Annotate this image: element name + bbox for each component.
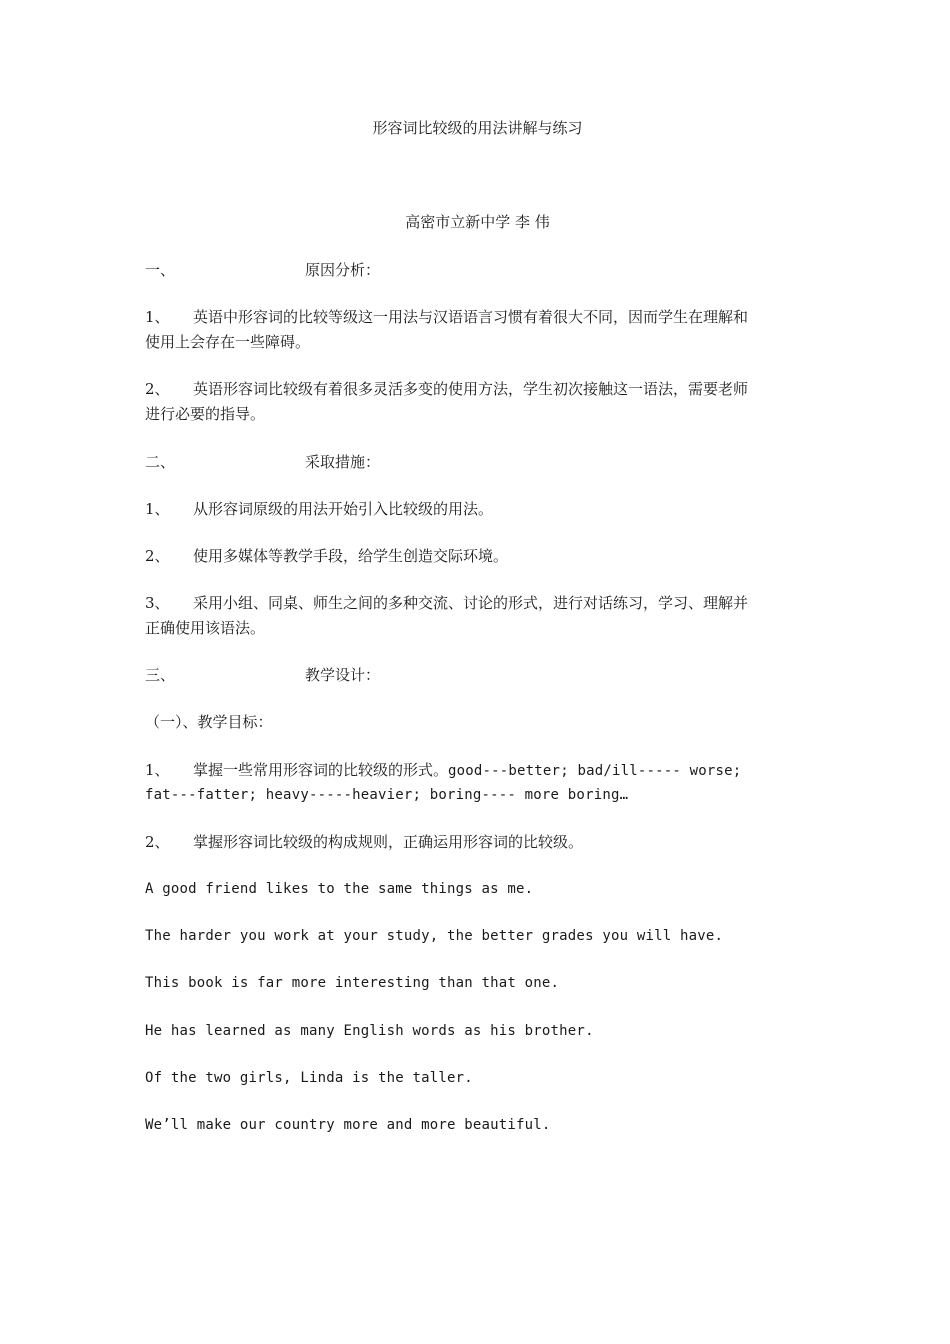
item-number: 2、 (145, 547, 170, 565)
document-title: 形容词比较级的用法讲解与练习 (372, 119, 583, 137)
item-text: 采用小组、同桌、师生之间的多种交流、讨论的形式，进行对话练习，学习、理解并 (193, 594, 749, 612)
example-sentence: A good friend likes to the same things as me. (145, 881, 534, 897)
section-heading-1 (145, 258, 810, 283)
item-number: 2、 (145, 380, 170, 398)
section-heading-2 (145, 450, 810, 475)
list-item (145, 305, 810, 330)
list-item (145, 377, 810, 402)
list-item (145, 758, 810, 784)
item-number: 3、 (145, 594, 170, 612)
item-text-english: good---better; bad/ill----- worse; (448, 763, 742, 779)
item-text: 从形容词原级的用法开始引入比较级的用法。 (193, 500, 494, 518)
list-item (145, 544, 810, 569)
item-number: 1、 (145, 761, 170, 779)
example-sentence: The harder you work at your study, the better grades you will have. (145, 928, 724, 944)
example-sentence: He has learned as many English words as his brother. (145, 1023, 594, 1039)
subsection-heading: （一）、教学目标： (145, 713, 273, 731)
item-text: 英语形容词比较级有着很多灵活多变的使用方法，学生初次接触这一语法，需要老师 (193, 380, 749, 398)
item-text: 掌握一些常用形容词的比较级的形式。 (193, 761, 449, 779)
item-text: 掌握形容词比较级的构成规则，正确运用形容词的比较级。 (193, 833, 584, 851)
item-text: 英语中形容词的比较等级这一用法与汉语语言习惯有着很大不同，因而学生在理解和 (193, 308, 749, 326)
author-line: 高密市立新中学 李 伟 (405, 213, 550, 231)
section-number: 一、 (145, 261, 176, 279)
section-title: 采取措施： (305, 453, 381, 471)
item-text: 使用多媒体等教学手段，给学生创造交际环境。 (193, 547, 509, 565)
item-number: 1、 (145, 308, 170, 326)
item-number: 1、 (145, 500, 170, 518)
section-number: 三、 (145, 666, 176, 684)
list-item (145, 830, 810, 855)
item-number: 2、 (145, 833, 170, 851)
list-item (145, 591, 810, 616)
list-item-continuation: 进行必要的指导。 (145, 405, 266, 423)
example-sentence: We’ll make our country more and more beautiful. (145, 1117, 551, 1133)
section-number: 二、 (145, 453, 176, 471)
list-item (145, 497, 810, 522)
section-heading-3 (145, 663, 810, 688)
document-page (145, 0, 810, 1344)
list-item-continuation: 正确使用该语法。 (145, 619, 266, 637)
example-sentence: This book is far more interesting than that one. (145, 975, 560, 991)
list-item-continuation: fat---fatter; heavy-----heavier; boring---- more boring… (145, 787, 629, 803)
example-sentence: Of the two girls, Linda is the taller. (145, 1070, 473, 1086)
list-item-continuation: 使用上会存在一些障碍。 (145, 333, 311, 351)
section-title: 教学设计： (305, 666, 381, 684)
section-title: 原因分析： (305, 261, 381, 279)
